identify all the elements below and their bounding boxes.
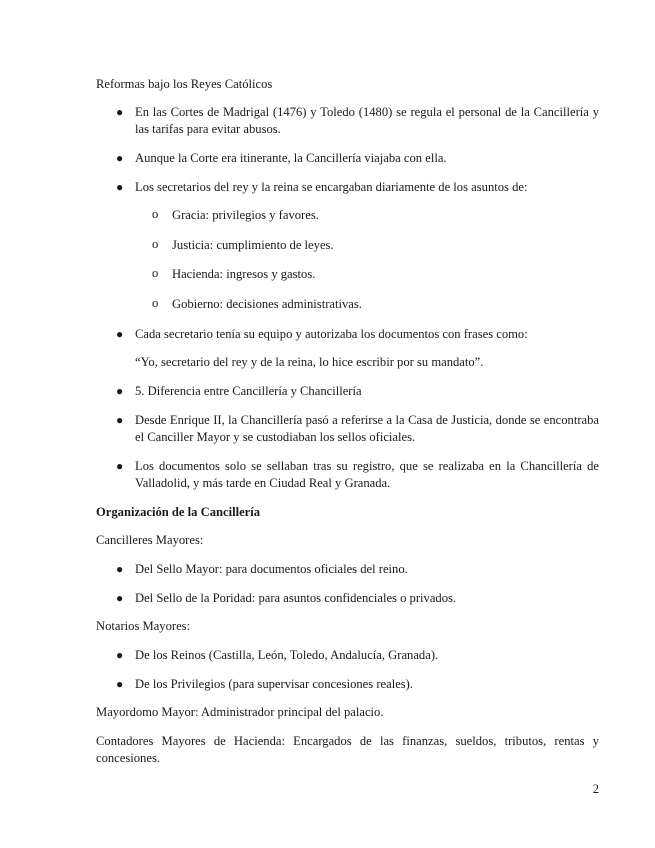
sub-list-item-text: Justicia: cumplimiento de leyes. — [172, 238, 334, 252]
mayordomo-paragraph: Mayordomo Mayor: Administrador principal del palacio. — [96, 705, 384, 719]
list-item-text: Desde Enrique II, la Chancillería pasó a referirse a la Casa de Justicia, donde se encontraba el Canciller Mayor y se custodiaban los sellos oficiales. — [135, 413, 599, 444]
list-item-text: Aunque la Corte era itinerante, la Cancillería viajaba con ella. — [135, 151, 447, 165]
list-item-text: De los Reinos (Castilla, León, Toledo, Andalucía, Granada). — [135, 648, 439, 662]
sub-list-item-text: Gracia: privilegios y favores. — [172, 208, 319, 222]
list-item-text: Del Sello de la Poridad: para asuntos confidenciales o privados. — [135, 591, 457, 605]
bullet-icon: ● — [116, 384, 124, 398]
list-item-text: De los Privilegios (para supervisar concesiones reales). — [135, 677, 414, 691]
heading-organizacion: Organización de la Cancillería — [96, 505, 261, 519]
list-item-text: Cada secretario tenía su equipo y autorizaba los documentos con frases como: — [135, 327, 528, 341]
bullet-icon: ● — [116, 648, 124, 662]
bullet-icon: ● — [116, 562, 124, 576]
page-number: 2 — [592, 782, 599, 796]
bullet-icon: ● — [116, 591, 124, 605]
hollow-bullet-icon: o — [152, 296, 159, 310]
bullet-icon: ● — [116, 151, 124, 165]
contadores-paragraph: Contadores Mayores de Hacienda: Encargados de las finanzas, sueldos, tributos, rentas y concesiones. — [96, 734, 599, 765]
bullet-icon: ● — [116, 677, 124, 691]
hollow-bullet-icon: o — [152, 266, 159, 280]
bullet-icon: ● — [116, 180, 124, 194]
hollow-bullet-icon: o — [152, 237, 159, 251]
quote-text: “Yo, secretario del rey y de la reina, lo hice escribir por su mandato”. — [135, 355, 484, 369]
list-item-text: Del Sello Mayor: para documentos oficiales del reino. — [135, 562, 408, 576]
list-item-text: Los secretarios del rey y la reina se encargaban diariamente de los asuntos de: — [135, 180, 528, 194]
heading-reformas: Reformas bajo los Reyes Católicos — [96, 77, 273, 91]
sub-list-item-text: Gobierno: decisiones administrativas. — [172, 297, 362, 311]
hollow-bullet-icon: o — [152, 207, 159, 221]
bullet-icon: ● — [116, 413, 124, 427]
cancilleres-label: Cancilleres Mayores: — [96, 533, 204, 547]
bullet-icon: ● — [116, 105, 124, 119]
list-item-text: Los documentos solo se sellaban tras su registro, que se realizaba en la Chancillería de Valladolid, y más tarde en Ciudad Real y Granada. — [135, 459, 599, 490]
bullet-icon: ● — [116, 459, 124, 473]
list-item-text: 5. Diferencia entre Cancillería y Chancillería — [135, 384, 362, 398]
sub-list-item-text: Hacienda: ingresos y gastos. — [172, 267, 316, 281]
bullet-icon: ● — [116, 327, 124, 341]
notarios-label: Notarios Mayores: — [96, 619, 191, 633]
list-item-text: En las Cortes de Madrigal (1476) y Toledo (1480) se regula el personal de la Cancillería y las tarifas para evitar abusos. — [135, 105, 599, 136]
